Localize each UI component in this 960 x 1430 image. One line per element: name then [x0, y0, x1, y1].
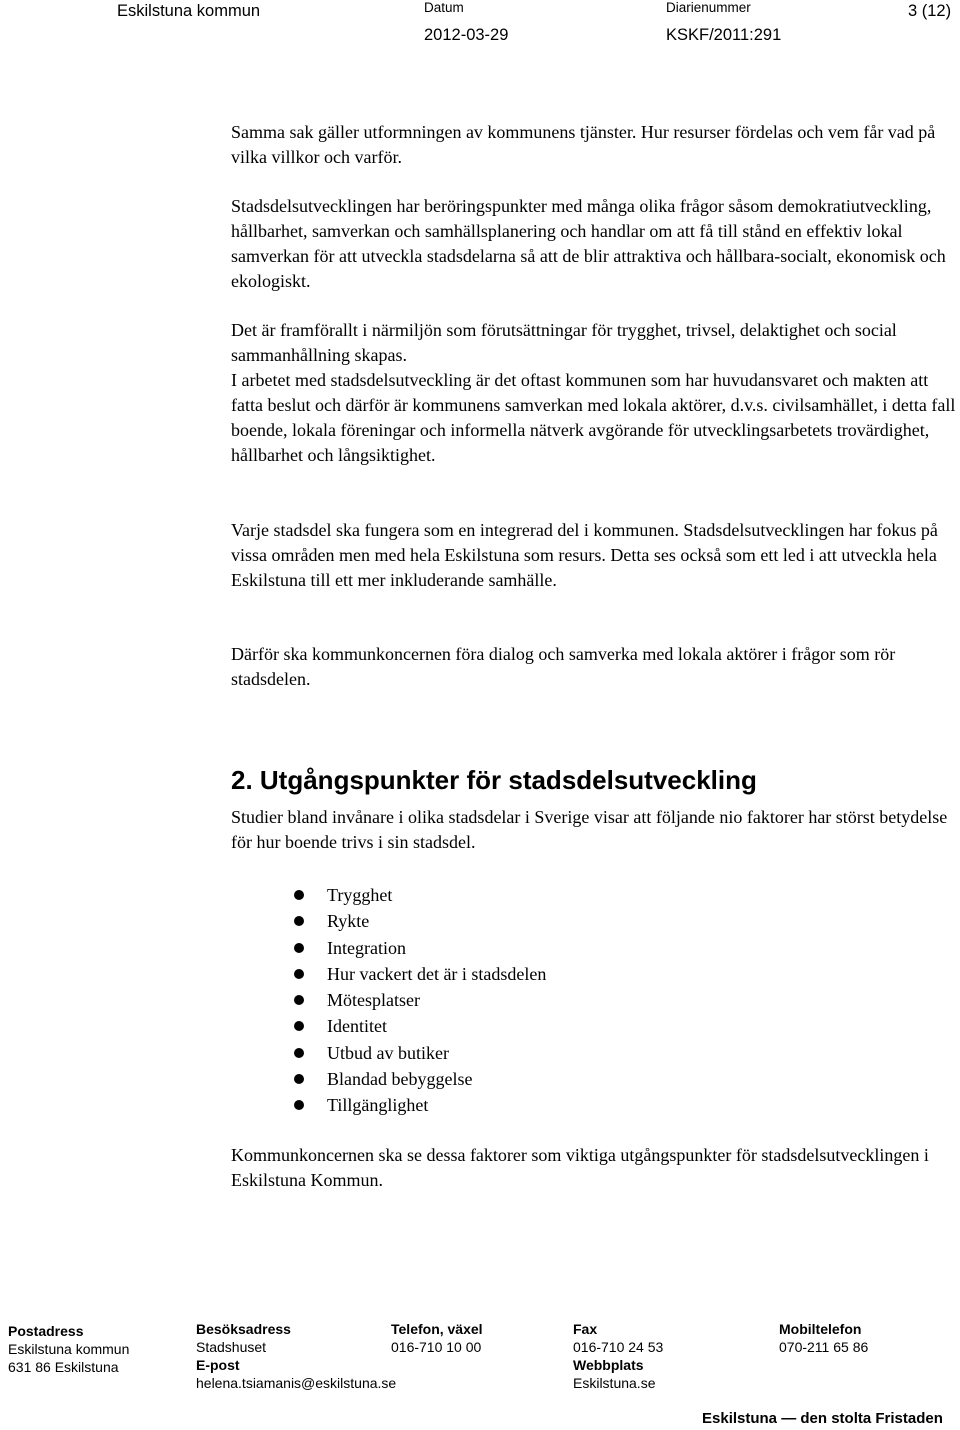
- footer-fax-value: 016-710 24 53: [573, 1339, 664, 1355]
- paragraph-4: I arbetet med stadsdelsutveckling är det oftast kommunen som har huvudansvaret och makten att fatta beslut och därför är kommunens samverkan med lokala aktörer, d.v.s. civilsamhället, i detta fall boende, lokala föreningar och informella nätverk avgörande för utvecklingsarbetets trovärdighet, hållbarhet och långsiktighet.: [231, 370, 956, 465]
- footer-slogan: Eskilstuna — den stolta Fristaden: [702, 1410, 943, 1427]
- footer-postadress-line1: Eskilstuna kommun: [8, 1341, 130, 1357]
- footer-besok-label: Besöksadress: [196, 1321, 291, 1337]
- header-date-label: Datum: [424, 0, 464, 15]
- header-ref-value: KSKF/2011:291: [666, 26, 782, 44]
- section-heading: 2. Utgångspunkter för stadsdelsutveckling: [231, 765, 757, 795]
- paragraph-1: Samma sak gäller utformningen av kommunens tjänster. Hur resurser fördelas och vem får vad på vilka villkor och varför.: [231, 122, 936, 167]
- bullet-icon: [294, 1021, 304, 1031]
- footer-fax: [573, 1320, 663, 1392]
- paragraph-8: Kommunkoncernen ska se dessa faktorer som viktiga utgångspunkter för stadsdelsutvecklingen i Eskilstuna Kommun.: [231, 1145, 929, 1190]
- footer-postadress-label: Postadress: [8, 1323, 84, 1339]
- paragraph-7: Studier bland invånare i olika stadsdelar i Sverige visar att följande nio faktorer har störst betydelse för hur boende trivs i sin stadsdel.: [231, 807, 948, 852]
- footer-besok: [196, 1320, 396, 1392]
- bullet-icon: [294, 1048, 304, 1058]
- bullet-icon: [294, 995, 304, 1005]
- bullet-icon: [294, 1100, 304, 1110]
- footer-fax-label: Fax: [573, 1321, 598, 1337]
- footer-mobil-label: Mobiltelefon: [779, 1321, 862, 1337]
- header-date-value: 2012-03-29: [424, 26, 509, 44]
- bullet-icon: [294, 943, 304, 953]
- footer-mobil: [779, 1320, 868, 1356]
- footer-postadress-line2: 631 86 Eskilstuna: [8, 1359, 119, 1375]
- paragraph-6: Därför ska kommunkoncernen föra dialog och samverka med lokala aktörer i frågor som rör stadsdelen.: [231, 644, 896, 689]
- list-item: Integration: [231, 935, 546, 961]
- footer-epost-value[interactable]: helena.tsiamanis@eskilstuna.se: [196, 1375, 397, 1391]
- list-item: Hur vackert det är i stadsdelen: [231, 961, 546, 987]
- footer-epost-label: E-post: [196, 1357, 240, 1373]
- page-number: 3 (12): [908, 2, 952, 20]
- list-item: Identitet: [231, 1013, 546, 1039]
- list-item: Utbud av butiker: [231, 1040, 546, 1066]
- footer-postadress: [8, 1322, 129, 1376]
- header-ref-label: Diarienummer: [666, 0, 751, 15]
- list-item: Rykte: [231, 908, 546, 934]
- bullet-icon: [294, 1074, 304, 1084]
- factor-list: [231, 882, 546, 1119]
- footer-mobil-value: 070-211 65 86: [779, 1339, 869, 1355]
- footer-webb-label: Webbplats: [573, 1357, 644, 1373]
- paragraph-2: Stadsdelsutvecklingen har beröringspunkter med många olika frågor såsom demokratiutveckling, hållbarhet, samverkan och samhällsplanering och handlar om att få till stånd en effektiv lokal samverkan för att utveckla stadsdelarna så att de blir attraktiva och hållbara-socialt, ekonomisk och ekologiskt.: [231, 196, 946, 291]
- list-item: Tillgänglighet: [231, 1092, 546, 1118]
- footer-telefon-value: 016-710 10 00: [391, 1339, 482, 1355]
- bullet-icon: [294, 916, 304, 926]
- footer-telefon: [391, 1320, 483, 1356]
- paragraph-3: Det är framförallt i närmiljön som förutsättningar för trygghet, trivsel, delaktighet och social sammanhållning skapas.: [231, 320, 897, 365]
- footer-telefon-label: Telefon, växel: [391, 1321, 483, 1337]
- bullet-icon: [294, 969, 304, 979]
- paragraph-5: Varje stadsdel ska fungera som en integrerad del i kommunen. Stadsdelsutvecklingen har fokus på vissa områden men med hela Eskilstuna som resurs. Detta ses också som ett led i att utveckla hela Eskilstuna till ett mer inkluderande samhälle.: [231, 520, 938, 590]
- bullet-icon: [294, 890, 304, 900]
- footer-besok-value: Stadshuset: [196, 1339, 267, 1355]
- list-item: Trygghet: [231, 882, 546, 908]
- list-item: Blandad bebyggelse: [231, 1066, 546, 1092]
- header-organization: Eskilstuna kommun: [117, 2, 261, 20]
- footer-webb-value[interactable]: Eskilstuna.se: [573, 1375, 656, 1391]
- list-item: Mötesplatser: [231, 987, 546, 1013]
